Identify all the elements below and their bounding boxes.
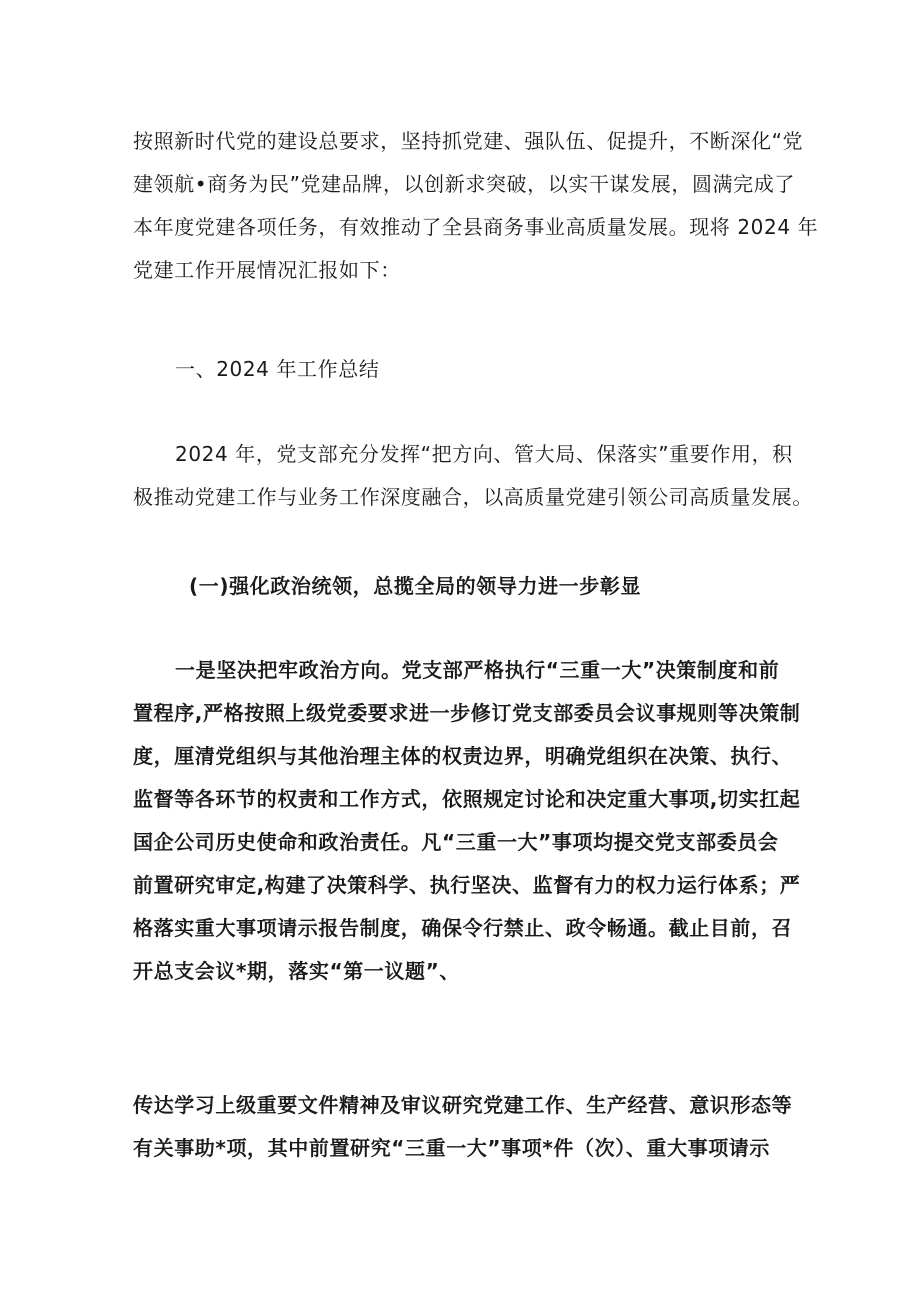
intro-line-4: 党建工作开展情况汇报如下： <box>133 258 401 282</box>
bold-line-6: 前置研究审定,构建了决策科学、执行坚决、监督有力的权力运行体系；严 <box>133 873 801 897</box>
section-heading-text: 一、2024 年工作总结 <box>175 357 380 381</box>
bold-line-4: 监督等各环节的权责和工作方式，依照规定讨论和决定重大事项,切实扛起 <box>133 787 801 811</box>
summary-line-1: 2024 年，党支部充分发挥“把方向、管大局、保落实”重要作用，积 <box>175 442 793 466</box>
subheading-text: (一)强化政治统领，总揽全局的领导力进一步彰显 <box>189 574 642 598</box>
bold-paragraph <box>133 649 801 993</box>
bold-line-5: 国企公司历史使命和政治责任。凡“三重一大”事项均提交党支部委员会 <box>133 830 779 854</box>
summary-paragraph <box>133 433 813 519</box>
summary-line-2: 极推动党建工作与业务工作深度融合，以高质量党建引领公司高质量发展。 <box>133 485 813 509</box>
bold-line-7: 格落实重大事项请示报告制度，确保令行禁止、政令畅通。截止目前，召 <box>133 916 793 940</box>
bold-line-1: 一是坚决把牢政治方向。党支部严格执行“三重一大”决策制度和前 <box>175 658 780 682</box>
subheading <box>133 565 793 608</box>
intro-line-2: 建领航•商务为民”党建品牌，以创新求突破，以实干谋发展，圆满完成了 <box>133 172 795 196</box>
intro-paragraph <box>133 120 819 292</box>
intro-line-3: 本年度党建各项任务，有效推动了全县商务事业高质量发展。现将 2024 年 <box>133 215 819 239</box>
bold-line-3: 度，厘清党组织与其他治理主体的权责边界，明确党组织在决策、执行、 <box>133 744 793 768</box>
bold-line-8: 开总支会议*期，落实“第一议题”、 <box>133 959 460 983</box>
intro-line-1: 按照新时代党的建设总要求，坚持抓党建、强队伍、促提升，不断深化“党 <box>133 129 804 153</box>
bold-paragraph-2 <box>133 1084 793 1170</box>
section-heading <box>133 348 793 391</box>
bold2-line-1: 传达学习上级重要文件精神及审议研究党建工作、生产经营、意识形态等 <box>133 1093 793 1117</box>
bold2-line-2: 有关事助*项，其中前置研究“三重一大”事项*件（次）、重大事项请示 <box>133 1136 771 1160</box>
bold-line-2: 置程序,严格按照上级党委要求进一步修订党支部委员会议事规则等决策制 <box>133 701 801 725</box>
